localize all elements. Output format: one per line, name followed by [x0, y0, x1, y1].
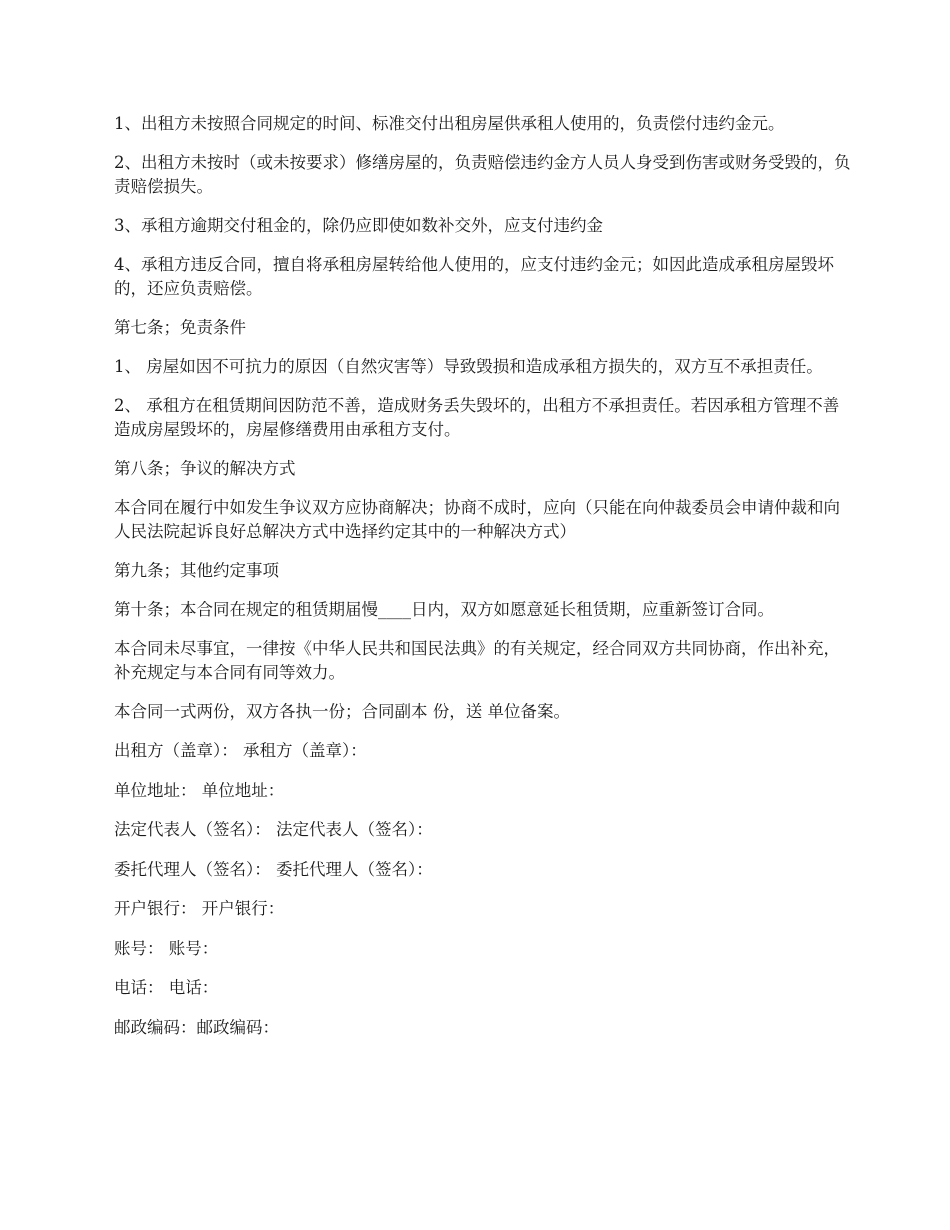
clause-penalty-2: 2、出租方未按时（或未按要求）修缮房屋的，负责赔偿违约金方人员人身受到伤害或财务受毁的，负责赔偿损失。: [114, 153, 851, 196]
signature-postcode-line: 邮政编码：邮政编码：: [114, 1017, 279, 1037]
clause-penalty-3: 3、承租方逾期交付租金的，除仍应即使如数补交外，应支付违约金: [114, 216, 603, 235]
dispute-resolution-text: 本合同在履行中如发生争议双方应协商解决；协商不成时，应向（只能在向仲裁委员会申请仲裁和向人民法院起诉良好总解决方式中选择约定其中的一种解决方式）: [114, 498, 840, 541]
signature-seal-line: 出租方（盖章）： 承租方（盖章）：: [114, 741, 367, 760]
article-7-heading: 第七条；免责条件: [114, 318, 246, 337]
signature-address-line: 单位地址： 单位地址：: [114, 780, 285, 800]
exemption-1: 1、 房屋如因不可抗力的原因（自然灾害等）导致毁损和造成承租方损失的，双方互不承担责任。: [114, 357, 823, 376]
signature-phone-line: 电话： 电话：: [114, 978, 219, 997]
article-9-heading: 第九条；其他约定事项: [114, 561, 279, 580]
exemption-2: 2、 承租方在租赁期间因防范不善，造成财务丢失毁坏的，出租方不承担责任。若因承租方管理不善造成房屋毁坏的，房屋修缮费用由承租方支付。: [114, 396, 840, 439]
signature-agent-line: 委托代理人（签名）： 委托代理人（签名）：: [114, 859, 433, 879]
signature-legal-rep-line: 法定代表人（签名）： 法定代表人（签名）：: [114, 820, 433, 839]
clause-penalty-1: 1、出租方未按照合同规定的时间、标准交付出租房屋供承租人使用的，负责偿付违约金元。: [114, 114, 785, 133]
article-10-text: 第十条；本合同在规定的租赁期届慢____日内，双方如愿意延长租赁期，应重新签订合同。: [114, 600, 774, 619]
document-body: [114, 112, 852, 1055]
signature-account-line: 账号： 账号：: [114, 938, 219, 958]
signature-bank-line: 开户银行： 开户银行：: [114, 899, 285, 918]
copies-text: 本合同一式两份，双方各执一份；合同副本 份，送 单位备案。: [114, 702, 570, 721]
supplementary-text: 本合同未尽事宜，一律按《中华人民共和国民法典》的有关规定，经合同双方共同协商，作出补充，补充规定与本合同有同等效力。: [114, 639, 840, 682]
clause-penalty-4: 4、承租方违反合同，擅自将承租房屋转给他人使用的，应支付违约金元；如因此造成承租房屋毁坏的，还应负责赔偿。: [114, 255, 834, 298]
article-8-heading: 第八条；争议的解决方式: [114, 459, 296, 478]
